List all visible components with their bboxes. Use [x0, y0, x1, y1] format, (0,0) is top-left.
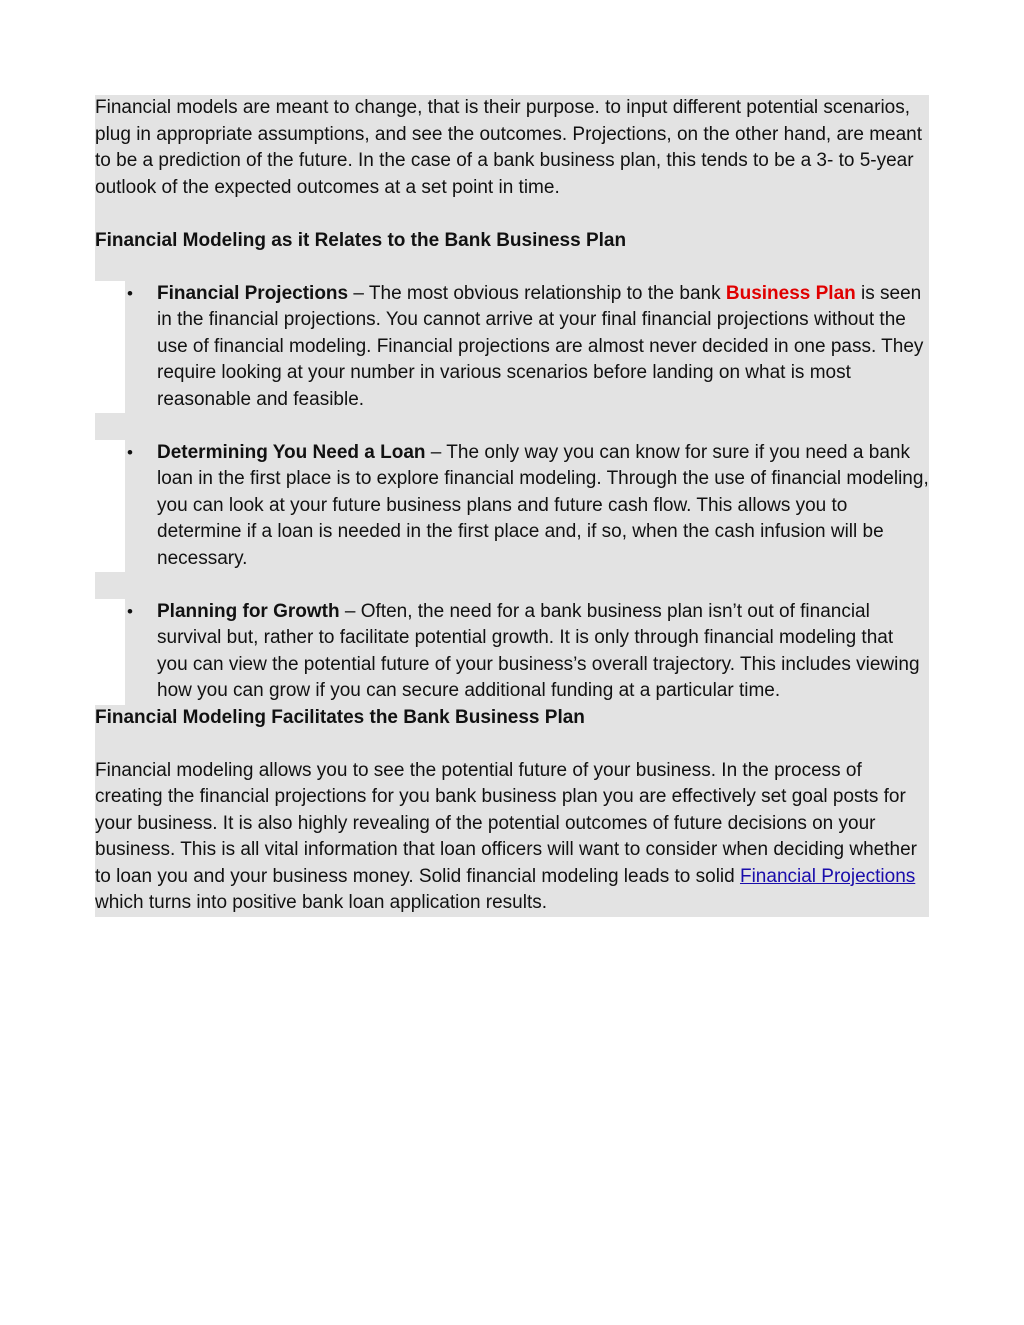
bullet-title: Financial Projections: [157, 282, 349, 304]
bullet-text: Determining You Need a Loan – The only way you can know for sure if you need a bank loan in the first place is to explore financial modeling. Through the use of financial modeling, you can look at your future business plans and future cash flow. This allows you to determine if a loan is needed in the first place and, if so, when the cash infusion will be necessary.: [157, 441, 929, 569]
section-heading-facilitates: Financial Modeling Facilitates the Bank Business Plan: [95, 706, 585, 728]
bullet-title: Planning for Growth: [157, 600, 340, 622]
bullet-icon: •: [127, 442, 133, 462]
bullet-item-determining-loan: [95, 440, 929, 573]
closing-block: [95, 758, 929, 917]
document-content: [95, 95, 929, 917]
heading1-block: [95, 228, 929, 281]
financial-projections-link[interactable]: Financial Projections: [739, 865, 916, 887]
bullet-icon: •: [127, 283, 133, 303]
business-plan-link[interactable]: Business Plan: [725, 282, 856, 304]
bullet-text: Planning for Growth – Often, the need for a bank business plan isn’t out of financial survival but, rather to facilitate potential growth. It is only through financial modeling that you can view the potential future of your business’s overall trajectory. This includes viewing how you can grow if you can secure additional funding at a particular time.: [157, 600, 920, 701]
bullet-item-financial-projections: [95, 281, 929, 414]
intro-paragraph: Financial models are meant to change, that is their purpose. to input different potential scenarios, plug in appropriate assumptions, and see the outcomes. Projections, on the other hand, are meant to be a prediction of the future. In the case of a bank business plan, this tends to be a 3- to 5-year outlook of the expected outcomes at a set point in time.: [95, 97, 923, 198]
section-heading-relates: Financial Modeling as it Relates to the Bank Business Plan: [95, 229, 627, 251]
bullet-title: Determining You Need a Loan: [157, 441, 426, 463]
bullet-item-planning-growth: [95, 599, 929, 705]
bullet-text: Financial Projections – The most obvious relationship to the bank Business Plan is seen in the financial projections. You cannot arrive at your final financial projections without the use of financial modeling. Financial projections are almost never decided in one pass. They require looking at your number in various scenarios before landing on what is most reasonable and feasible.: [157, 282, 924, 410]
bullet-icon: •: [127, 601, 133, 621]
closing-paragraph: Financial modeling allows you to see the potential future of your business. In the process of creating the financial projections for you bank business plan you are effectively set goal posts for your business. It is also highly revealing of the potential outcomes of future decisions on your business. This is all vital information that loan officers will want to consider when deciding whether to loan you and your business money. Solid financial modeling leads to solid Financial Projections which turns into positive bank loan application results.: [95, 759, 917, 913]
intro-block: [95, 95, 929, 228]
heading2-block: [95, 705, 929, 758]
